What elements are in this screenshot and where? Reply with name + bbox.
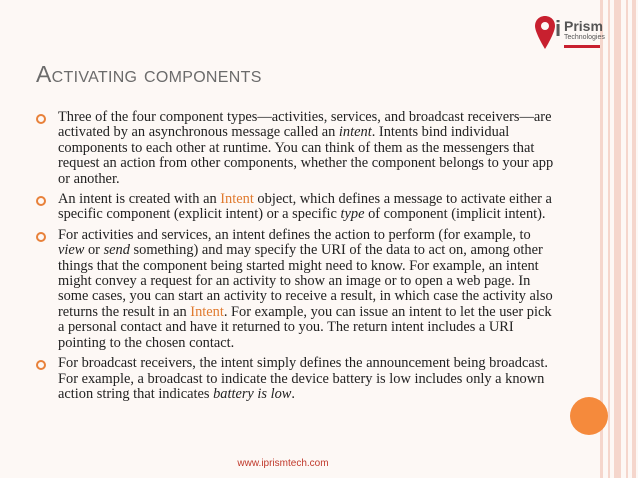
bullet-item [36,228,556,351]
bullet-circle-icon [36,232,46,242]
bullet-text: something) and may specify the URI of the data to act on, among other things that the component being started might need to know. For example, an intent might convey a request for an activity to show an image or to open a web page. In some cases, you can start an activity to receive a result, in which case the activity also returns the result in an [58,242,553,320]
italic-term: type [340,206,365,223]
intent-link[interactable]: Intent [190,303,224,320]
bullet-item [36,356,556,402]
company-logo [534,15,612,55]
italic-term: intent [338,124,372,141]
italic-term: view [58,242,85,259]
logo-pin-icon [534,15,556,51]
bullet-text: of component (implicit intent). [364,206,546,223]
logo-underline [564,45,600,48]
italic-term: battery is low [213,385,292,402]
logo-tagline: Technologies [564,34,605,41]
bullet-text: or [84,242,104,259]
bullet-text: Three of the four component types—activities, services, and broadcast receivers—are activated by an asynchronous message called an [58,109,552,141]
bullet-text: . [291,385,296,402]
bullet-text: An intent is created with an [58,191,221,208]
bullet-text: . For example, you can issue an intent to let the user pick a personal contact and have it returned to you. The return intent includes a URI pointing to the chosen contact. [58,303,552,351]
bullet-circle-icon [36,196,46,206]
decorative-circle [570,397,608,435]
intent-link[interactable]: Intent [220,191,254,208]
logo-name: Prism [564,18,603,34]
slide-title: Activating components [36,61,262,87]
bullet-circle-icon [36,114,46,124]
italic-term: send [103,242,130,259]
logo-letter: i [555,16,562,41]
footer-url: www.iprismtech.com [237,458,329,469]
bullet-circle-icon [36,360,46,370]
bullet-text: . Intents bind individual components to each other at runtime. You can think of them as the messengers that request an action from other components, whether the component belongs to your app or another. [58,124,554,187]
bullet-item [36,192,556,223]
bullet-list [36,110,556,407]
bullet-text: For broadcast receivers, the intent simply defines the announcement being broadcast. For example, a broadcast to indicate the device battery is low includes only a known action string that indicates [58,355,548,402]
bullet-item [36,110,556,187]
bullet-text: object, which defines a message to activate either a specific component (explicit intent) or a specific [58,191,552,223]
bullet-text: For activities and services, an intent defines the action to perform (for example, to [58,226,531,243]
